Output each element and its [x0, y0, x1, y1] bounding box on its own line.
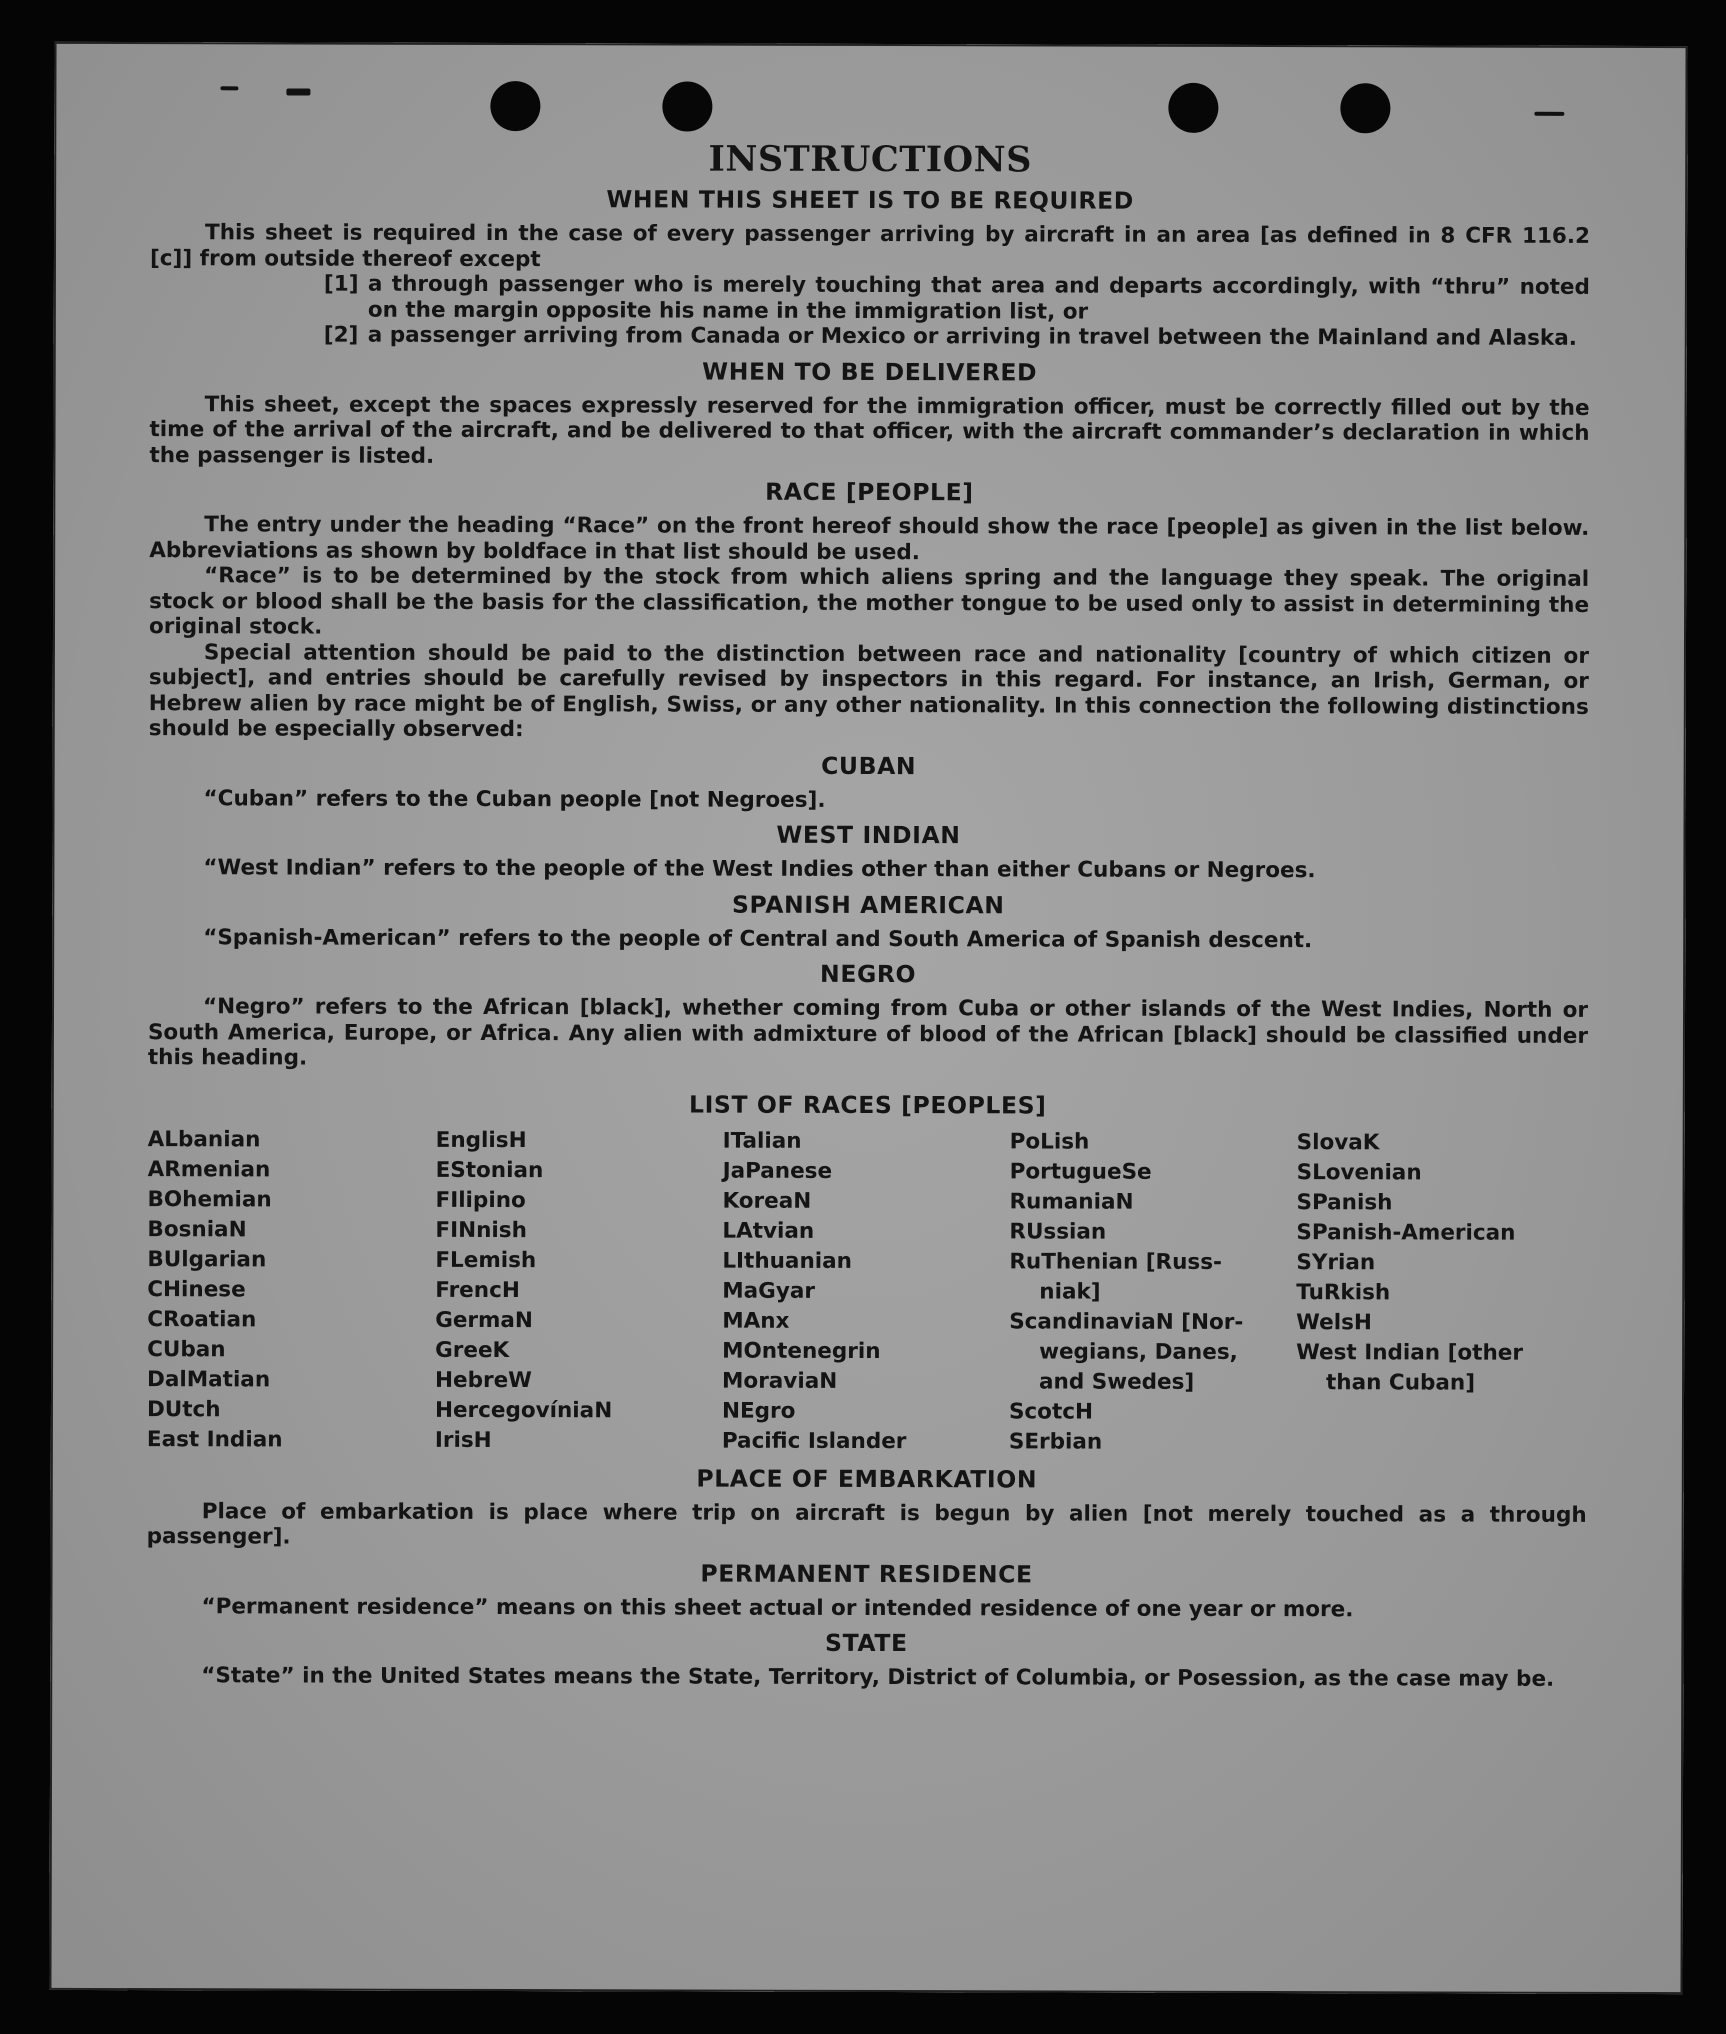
race-list-item: MaGyar — [722, 1278, 816, 1304]
state-text: “State” in the United States means the State, Territory, District of Columbia, or Posession, as the case may be. — [201, 1663, 1555, 1692]
race-list-column-3 — [722, 1126, 1010, 1457]
race-list-item: East Indian — [146, 1426, 283, 1452]
race-list-item: CHinese — [147, 1276, 246, 1302]
race-list-item: Pacific Islander — [721, 1428, 907, 1454]
section-heading-state: STATE — [825, 1628, 908, 1658]
race-list-item: MoraviaN — [722, 1368, 838, 1394]
race-list-item: RumaniaN — [1009, 1188, 1134, 1215]
race-list-item: GermaN — [435, 1307, 533, 1333]
spanish-american-text: “Spanish-American” refers to the people of Central and South America of Spanish descent. — [203, 924, 1313, 953]
section-heading-list-of-races: LIST OF RACES [PEOPLES] — [689, 1090, 1047, 1119]
race-list-item-continuation: niak] — [1039, 1278, 1101, 1305]
exception-item-2 — [150, 322, 1590, 351]
section-heading-negro: NEGRO — [820, 959, 917, 989]
race-list-item: SYrian — [1296, 1249, 1376, 1275]
punch-hole — [490, 81, 540, 131]
race-list-item: SPanish-American — [1296, 1219, 1516, 1246]
race-list-item: IrisH — [434, 1427, 492, 1453]
race-list-item: BosniaN — [147, 1216, 247, 1242]
race-list-item: ARmenian — [147, 1156, 271, 1182]
punch-hole — [1168, 83, 1218, 133]
when-delivered-text: This sheet, except the spaces expressly reserved for the immigration officer, must be correctly filled out by the time of the arrival of the aircraft, and be delivered to that officer, with the aircraft commander’s declaration in which the passenger is listed. — [149, 391, 1590, 469]
race-list-item: ITalian — [722, 1128, 802, 1154]
race-list-item-continuation: and Swedes] — [1039, 1368, 1195, 1395]
race-list-item: MAnx — [722, 1308, 790, 1334]
section-heading-when-required: WHEN THIS SHEET IS TO BE REQUIRED — [606, 185, 1134, 215]
instructions-body — [146, 138, 1590, 1692]
exception-item-2-number: [2] — [323, 322, 359, 348]
race-paragraph-3: Special attention should be paid to the distinction between race and nationality [country of which citizen or subject], and entries should be carefully revised by inspectors in this regard. For instance, an Irish, German, or Hebrew alien by race might be of English, Swiss, or any other nationality. In this connection the following distinctions should be especially observed: — [148, 639, 1589, 743]
race-list-item: TuRkish — [1296, 1279, 1391, 1305]
race-list — [147, 1125, 1588, 1459]
race-paragraph-1: The entry under the heading “Race” on the front hereof should show the race [people] as given in the list below. Abbreviations as shown by boldface in that list should be used. — [149, 512, 1590, 565]
race-list-item: BOhemian — [147, 1186, 272, 1212]
section-heading-spanish-american: SPANISH AMERICAN — [731, 890, 1005, 919]
race-list-item: FrencH — [435, 1277, 520, 1303]
race-list-item: EnglisH — [435, 1127, 527, 1153]
race-list-item: DalMatian — [147, 1366, 271, 1392]
race-list-item: KoreaN — [722, 1188, 812, 1214]
race-list-column-4 — [1009, 1127, 1297, 1458]
race-list-item: FLemish — [435, 1247, 537, 1273]
race-list-item: FIlipino — [435, 1187, 526, 1213]
section-heading-embarkation: PLACE OF EMBARKATION — [696, 1464, 1038, 1493]
ink-mark — [220, 86, 238, 90]
ink-mark — [286, 88, 310, 95]
punch-hole — [662, 81, 712, 131]
race-list-item: PoLish — [1009, 1128, 1090, 1155]
race-list-item-continuation: wegians, Danes, — [1039, 1338, 1238, 1365]
embarkation-text: Place of embarkation is place where trip on aircraft is begun by alien [not merely touched as a through passenger]. — [146, 1498, 1587, 1550]
race-list-item: WelsH — [1296, 1309, 1372, 1335]
page-title: INSTRUCTIONS — [708, 138, 1032, 181]
race-list-item: JaPanese — [722, 1158, 833, 1184]
race-list-item: SErbian — [1008, 1428, 1103, 1455]
race-list-item: CUban — [147, 1336, 226, 1362]
section-heading-cuban: CUBAN — [821, 751, 917, 780]
exception-item-1 — [150, 271, 1590, 326]
race-list-item: FINnish — [435, 1217, 527, 1243]
race-list-item: SLovenian — [1296, 1159, 1422, 1185]
race-list-item: ALbanian — [147, 1126, 261, 1152]
race-list-item: MOntenegrin — [722, 1338, 881, 1364]
section-heading-permanent-residence: PERMANENT RESIDENCE — [700, 1559, 1033, 1588]
race-list-item: SPanish — [1296, 1189, 1393, 1215]
race-paragraph-2: “Race” is to be determined by the stock from which aliens spring and the language they speak. The original stock or blood shall be the basis for the classification, the mother tongue to be used only to assist in determining the original stock. — [148, 563, 1590, 640]
permanent-residence-text: “Permanent residence” means on this sheet actual or intended residence of one year or more. — [201, 1593, 1354, 1622]
race-list-item: West Indian [other — [1296, 1339, 1523, 1366]
race-list-item: EStonian — [435, 1157, 544, 1183]
race-list-item: RUssian — [1009, 1218, 1107, 1245]
race-list-column-5 — [1296, 1128, 1588, 1459]
race-list-item: NEgro — [721, 1398, 796, 1424]
race-list-item: CRoatian — [147, 1306, 257, 1332]
race-list-item: PortugueSe — [1009, 1158, 1152, 1185]
race-list-item-continuation: than Cuban] — [1326, 1369, 1476, 1396]
west-indian-text: “West Indian” refers to the people of the West Indies other than either Cubans or Negroes. — [203, 855, 1316, 884]
punch-hole — [1340, 83, 1390, 133]
document-sheet — [49, 42, 1687, 1994]
race-list-item: DUtch — [146, 1396, 221, 1422]
negro-text: “Negro” refers to the African [black], whether coming from Cuba or other islands of the West Indies, North or South America, Europe, or Africa. Any alien with admixture of blood of the African [black] should be classified under this heading. — [147, 994, 1589, 1071]
section-heading-when-delivered: WHEN TO BE DELIVERED — [702, 357, 1038, 386]
race-list-item: BUlgarian — [147, 1246, 267, 1272]
race-list-column-2 — [435, 1125, 723, 1456]
exception-item-1-text: a through passenger who is merely touching that area and departs accordingly, with “thru” noted on the margin opposite his name in the immigration list, or — [367, 271, 1590, 325]
section-heading-race: RACE [PEOPLE] — [765, 477, 974, 507]
race-list-item: RuThenian [Russ- — [1009, 1248, 1223, 1275]
exception-item-2-text: a passenger arriving from Canada or Mexico or arriving in travel between the Mainland and Alaska. — [367, 322, 1577, 351]
when-required-intro: This sheet is required in the case of every passenger arriving by aircraft in an area [as defined in 8 CFR 116.2 [c]] from outside thereof except — [149, 220, 1591, 272]
section-heading-west-indian: WEST INDIAN — [776, 820, 961, 850]
race-list-column-1 — [147, 1125, 436, 1456]
race-list-item: ScotcH — [1008, 1398, 1094, 1425]
race-list-item: LAtvian — [722, 1218, 815, 1244]
race-list-item: HercegovíniaN — [434, 1397, 613, 1423]
race-list-item: ScandinaviaN [Nor- — [1009, 1308, 1244, 1335]
race-list-item: LIthuanian — [722, 1248, 852, 1274]
exception-item-1-number: [1] — [323, 271, 359, 297]
ink-mark — [1534, 112, 1564, 116]
race-list-item: GreeK — [435, 1337, 510, 1363]
race-list-item: HebreW — [435, 1367, 532, 1393]
cuban-text: “Cuban” refers to the Cuban people [not Negroes]. — [203, 785, 826, 813]
race-list-item: SlovaK — [1296, 1129, 1380, 1155]
